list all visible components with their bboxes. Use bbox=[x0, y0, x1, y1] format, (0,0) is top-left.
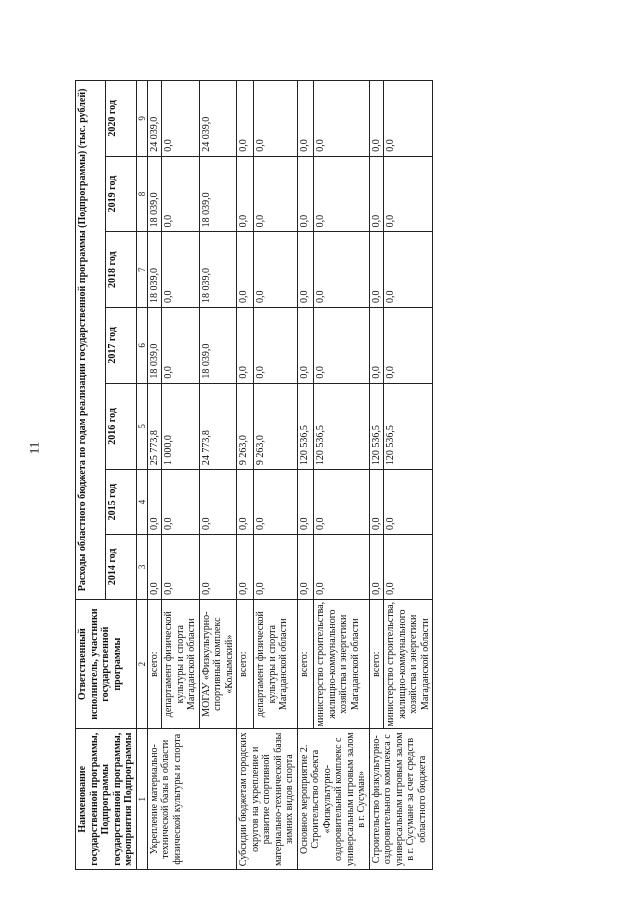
amount-cell: 0,0 bbox=[384, 470, 433, 535]
measure-name: Субсидии бюджетам городских округов на укрепление и развитие спортивной материально-технической базы зимних видов спорта bbox=[237, 729, 298, 870]
amount-cell: 0,0 bbox=[297, 232, 313, 308]
header-year: 2017 год bbox=[106, 308, 136, 384]
amount-cell: 120 536,5 bbox=[314, 383, 370, 469]
amount-cell: 0,0 bbox=[199, 470, 237, 535]
column-index: 9 bbox=[136, 81, 147, 157]
amount-cell: 0,0 bbox=[254, 308, 298, 384]
header-expenses: Расходы областного бюджета по годам реализации государственной программы (Подпрограммы) (тыс. рублей) bbox=[76, 81, 106, 600]
amount-cell: 25 773,8 bbox=[147, 383, 162, 469]
amount-cell: 0,0 bbox=[237, 534, 254, 599]
executor-cell: всего: bbox=[237, 599, 254, 729]
amount-cell: 0,0 bbox=[314, 308, 370, 384]
amount-cell: 0,0 bbox=[369, 232, 384, 308]
amount-cell: 0,0 bbox=[384, 534, 433, 599]
column-index: 5 bbox=[136, 383, 147, 469]
amount-cell: 0,0 bbox=[314, 232, 370, 308]
executor-cell: всего: bbox=[297, 599, 313, 729]
amount-cell: 0,0 bbox=[237, 308, 254, 384]
header-year: 2019 год bbox=[106, 156, 136, 232]
measure-name: Строительство физкультурно-оздоровительного комплекса с универсальным игровым залом в г. Сусумане за счет средств областного бюджета bbox=[369, 729, 433, 870]
amount-cell: 120 536,5 bbox=[297, 383, 313, 469]
column-index: 8 bbox=[136, 156, 147, 232]
amount-cell: 0,0 bbox=[254, 232, 298, 308]
header-executor: Ответственный исполнитель, участники государственной программы bbox=[76, 599, 137, 729]
budget-table bbox=[75, 80, 433, 870]
amount-cell: 0,0 bbox=[369, 308, 384, 384]
table-row bbox=[297, 81, 313, 870]
measure-name: Укрепление материально-технической базы в области физической культуры и спорта bbox=[147, 729, 237, 870]
column-index: 4 bbox=[136, 470, 147, 535]
amount-cell: 0,0 bbox=[147, 470, 162, 535]
amount-cell: 0,0 bbox=[297, 156, 313, 232]
column-index: 7 bbox=[136, 232, 147, 308]
column-index: 6 bbox=[136, 308, 147, 384]
amount-cell: 0,0 bbox=[369, 156, 384, 232]
executor-cell: министерство строительства, жилищно-коммунального хозяйства и энергетики Магаданской области bbox=[384, 599, 433, 729]
header-year: 2016 год bbox=[106, 383, 136, 469]
amount-cell: 0,0 bbox=[384, 232, 433, 308]
executor-cell: всего: bbox=[369, 599, 384, 729]
amount-cell: 0,0 bbox=[297, 81, 313, 157]
amount-cell: 0,0 bbox=[297, 534, 313, 599]
amount-cell: 0,0 bbox=[237, 156, 254, 232]
amount-cell: 18 039,0 bbox=[147, 156, 162, 232]
amount-cell: 0,0 bbox=[162, 232, 200, 308]
amount-cell: 1 000,0 bbox=[162, 383, 200, 469]
amount-cell: 9 263,0 bbox=[254, 383, 298, 469]
amount-cell: 0,0 bbox=[162, 81, 200, 157]
header-year: 2020 год bbox=[106, 81, 136, 157]
amount-cell: 0,0 bbox=[147, 534, 162, 599]
amount-cell: 0,0 bbox=[254, 156, 298, 232]
amount-cell: 18 039,0 bbox=[199, 232, 237, 308]
executor-cell: министерство строительства, жилищно-коммунального хозяйства и энергетики Магаданской области bbox=[314, 599, 370, 729]
table-row bbox=[369, 81, 384, 870]
page-number: 11 bbox=[26, 441, 42, 455]
header-name: Наименование государственной программы, Подпрограммы государственной программы, мероприятия Подпрограммы bbox=[76, 729, 137, 870]
amount-cell: 18 039,0 bbox=[147, 232, 162, 308]
table-row bbox=[147, 81, 162, 870]
table-row bbox=[237, 81, 254, 870]
executor-cell: всего: bbox=[147, 599, 162, 729]
column-index: 2 bbox=[136, 599, 147, 729]
amount-cell: 0,0 bbox=[384, 308, 433, 384]
budget-table-page bbox=[75, 80, 567, 870]
amount-cell: 18 039,0 bbox=[199, 156, 237, 232]
amount-cell: 0,0 bbox=[237, 232, 254, 308]
column-index: 3 bbox=[136, 534, 147, 599]
amount-cell: 0,0 bbox=[254, 81, 298, 157]
amount-cell: 120 536,5 bbox=[369, 383, 384, 469]
amount-cell: 0,0 bbox=[254, 534, 298, 599]
amount-cell: 120 536,5 bbox=[384, 383, 433, 469]
column-index: 1 bbox=[136, 729, 147, 870]
amount-cell: 24 039,0 bbox=[199, 81, 237, 157]
amount-cell: 0,0 bbox=[162, 470, 200, 535]
amount-cell: 0,0 bbox=[314, 534, 370, 599]
measure-name: Основное мероприятие 2. Строительство объекта «Физкультурно-оздоровительный комплекс с универсальным игровым залом в г. Сусуман» bbox=[297, 729, 369, 870]
amount-cell: 0,0 bbox=[384, 81, 433, 157]
header-year: 2018 год bbox=[106, 232, 136, 308]
amount-cell: 0,0 bbox=[384, 156, 433, 232]
executor-cell: МОГАУ «Физкультурно-спортивный комплекс «Колымский» bbox=[199, 599, 237, 729]
executor-cell: департамент физической культуры и спорта Магаданской области bbox=[162, 599, 200, 729]
amount-cell: 0,0 bbox=[237, 470, 254, 535]
amount-cell: 0,0 bbox=[369, 534, 384, 599]
amount-cell: 18 039,0 bbox=[199, 308, 237, 384]
amount-cell: 0,0 bbox=[237, 81, 254, 157]
amount-cell: 0,0 bbox=[314, 81, 370, 157]
amount-cell: 0,0 bbox=[369, 81, 384, 157]
amount-cell: 0,0 bbox=[297, 470, 313, 535]
header-year: 2014 год bbox=[106, 534, 136, 599]
amount-cell: 0,0 bbox=[162, 308, 200, 384]
amount-cell: 0,0 bbox=[162, 534, 200, 599]
amount-cell: 0,0 bbox=[297, 308, 313, 384]
amount-cell: 18 039,0 bbox=[147, 308, 162, 384]
amount-cell: 0,0 bbox=[162, 156, 200, 232]
amount-cell: 0,0 bbox=[199, 534, 237, 599]
amount-cell: 24 773,8 bbox=[199, 383, 237, 469]
amount-cell: 0,0 bbox=[314, 470, 370, 535]
table-body bbox=[147, 81, 433, 870]
amount-cell: 9 263,0 bbox=[237, 383, 254, 469]
header-year: 2015 год bbox=[106, 470, 136, 535]
amount-cell: 0,0 bbox=[369, 470, 384, 535]
amount-cell: 24 039,0 bbox=[147, 81, 162, 157]
executor-cell: департамент физической культуры и спорта Магаданской области bbox=[254, 599, 298, 729]
amount-cell: 0,0 bbox=[314, 156, 370, 232]
amount-cell: 0,0 bbox=[254, 470, 298, 535]
